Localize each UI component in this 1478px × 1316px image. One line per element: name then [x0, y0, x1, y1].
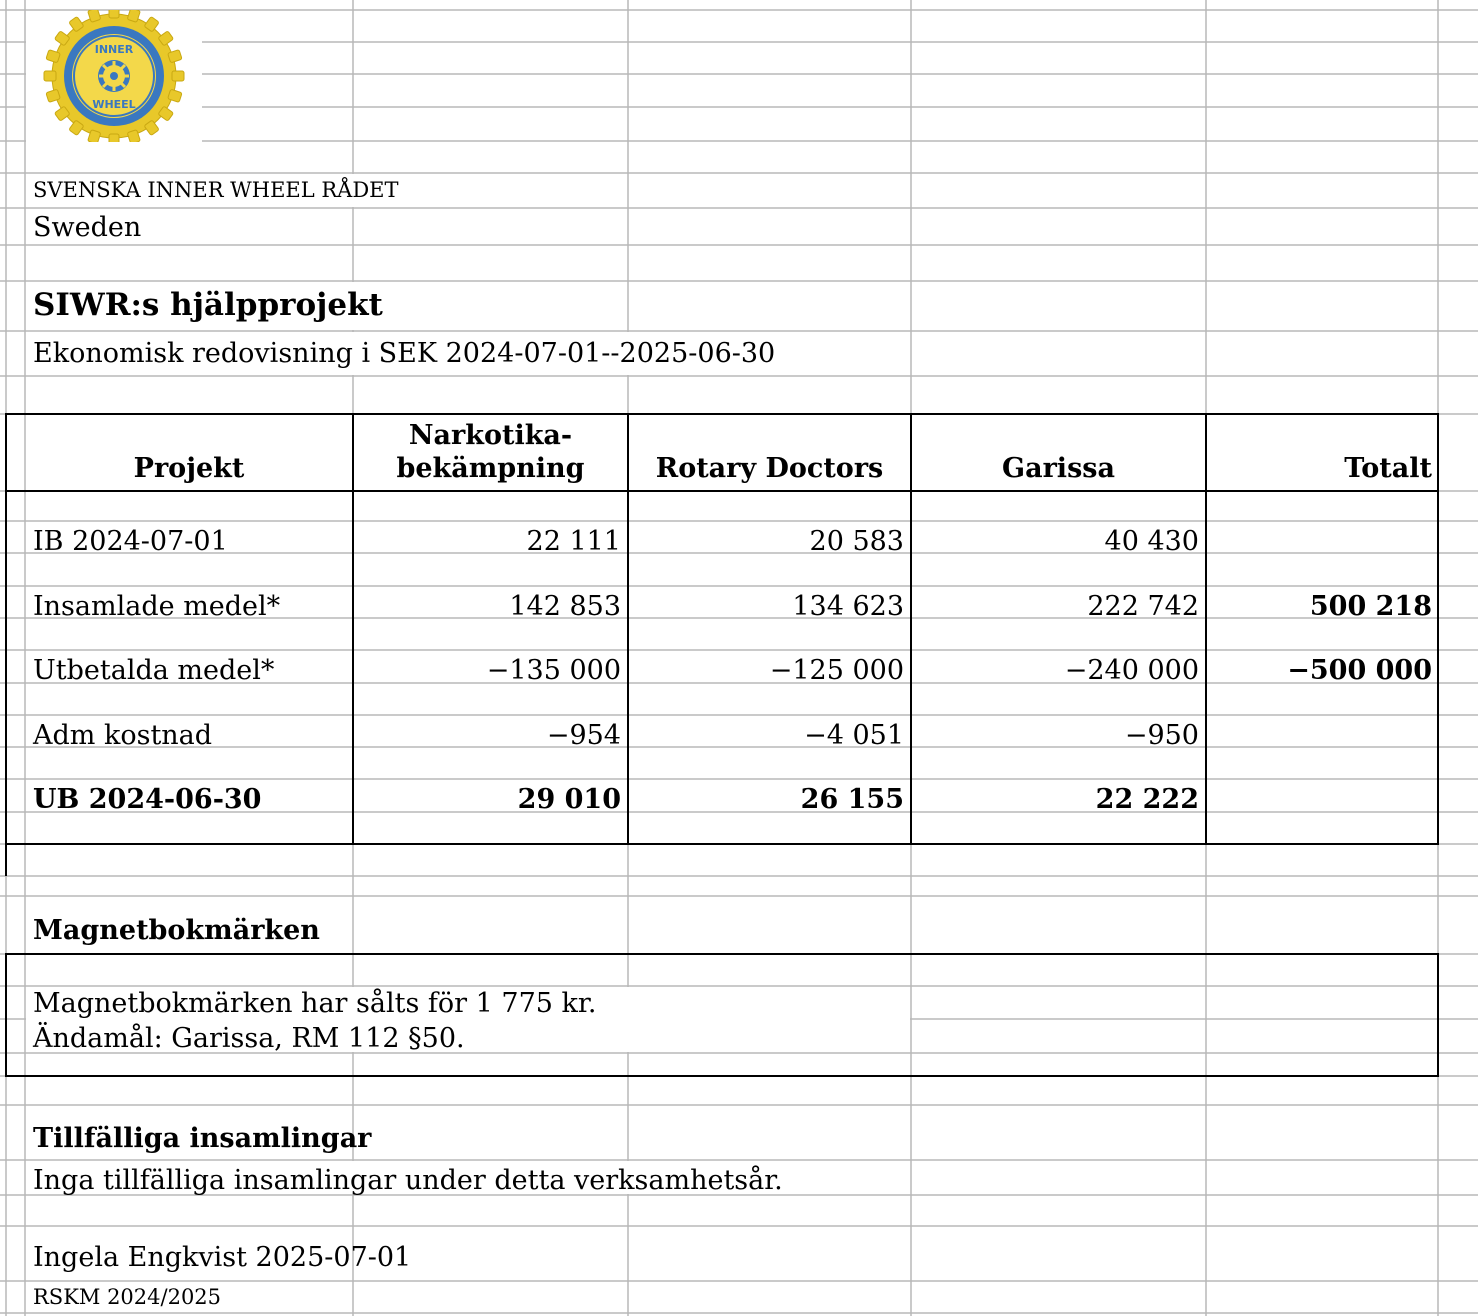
- header-rotary-doctors: Rotary Doctors: [655, 453, 884, 484]
- row-label: Insamlade medel*: [33, 591, 281, 622]
- logo-text-top: INNER: [94, 43, 134, 56]
- cell-garissa: 22 222: [1095, 784, 1199, 815]
- logo-text-bottom: WHEEL: [92, 98, 136, 111]
- cell-garissa: −950: [1124, 720, 1199, 751]
- cell-rotary: 134 623: [792, 591, 904, 622]
- cell-rotary: 26 155: [800, 784, 904, 815]
- cell-garissa: 222 742: [1087, 591, 1199, 622]
- page-subtitle: Ekonomisk redovisning i SEK 2024-07-01--2025-06-30: [33, 338, 776, 369]
- header-narkotika-line1: Narkotika-: [408, 420, 573, 451]
- cell-narkotika: −135 000: [486, 655, 621, 686]
- document-reference: RSKM 2024/2025: [33, 1285, 222, 1309]
- cell-garissa: −240 000: [1064, 655, 1199, 686]
- magnet-line-1: Magnetbokmärken har sålts för 1 775 kr.: [33, 988, 597, 1019]
- cell-totalt: 500 218: [1309, 591, 1432, 622]
- org-name: SVENSKA INNER WHEEL RÅDET: [33, 178, 399, 202]
- cell-rotary: 20 583: [809, 526, 904, 557]
- header-garissa: Garissa: [1002, 453, 1115, 484]
- cell-narkotika: −954: [546, 720, 621, 751]
- magnet-line-2: Ändamål: Garissa, RM 112 §50.: [33, 1023, 465, 1054]
- cell-narkotika: 142 853: [509, 591, 621, 622]
- header-projekt: Projekt: [133, 453, 245, 484]
- temporary-heading: Tillfälliga insamlingar: [33, 1123, 372, 1154]
- magnet-heading: Magnetbokmärken: [33, 915, 320, 946]
- cell-narkotika: 22 111: [526, 526, 621, 557]
- signature: Ingela Engkvist 2025-07-01: [33, 1242, 412, 1273]
- row-label: UB 2024-06-30: [33, 784, 262, 815]
- temporary-text: Inga tillfälliga insamlingar under detta verksamhetsår.: [33, 1165, 783, 1196]
- cell-narkotika: 29 010: [517, 784, 621, 815]
- cell-totalt: −500 000: [1287, 655, 1432, 686]
- header-totalt: Totalt: [1344, 453, 1432, 484]
- country: Sweden: [33, 212, 142, 243]
- cell-rotary: −125 000: [769, 655, 904, 686]
- row-label: IB 2024-07-01: [33, 526, 228, 557]
- inner-wheel-logo: [28, 10, 200, 142]
- row-label: Adm kostnad: [33, 720, 213, 751]
- row-label: Utbetalda medel*: [33, 655, 275, 686]
- cell-garissa: 40 430: [1104, 526, 1199, 557]
- page-title: SIWR:s hjälpprojekt: [33, 287, 383, 323]
- header-narkotika-line2: bekämpning: [396, 453, 585, 484]
- cell-rotary: −4 051: [804, 720, 904, 751]
